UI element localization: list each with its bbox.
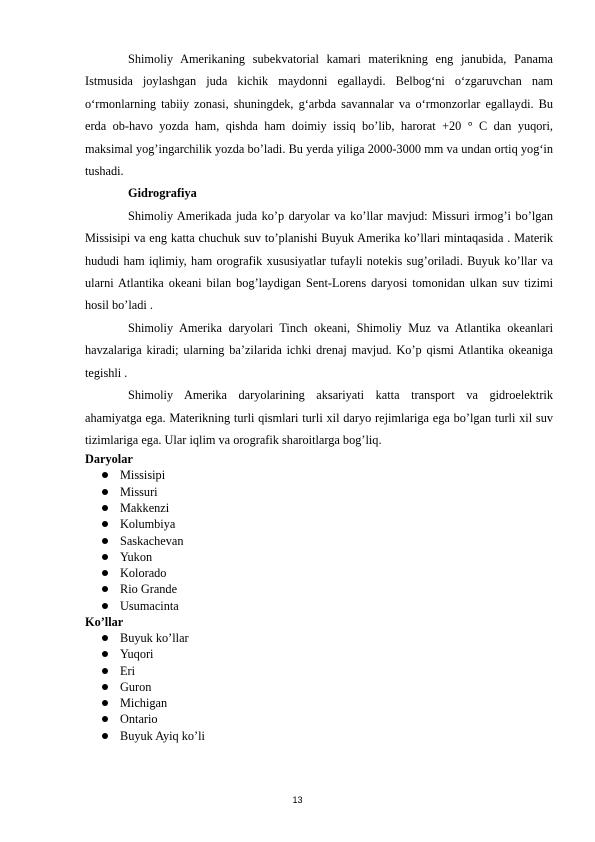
document-page [85, 48, 553, 744]
list-item-label: Kolorado [120, 566, 167, 581]
list-item [85, 581, 553, 597]
list-item-label: Michigan [120, 696, 168, 711]
paragraph-ocean-basins: Shimoliy Amerika daryolari Tinch okeani, Shimoliy Muz va Atlantika okeanlari havzalariga kiradi; ularning ba’zilarida ichki drenaj mavjud. Ko’p qismi Atlantika okeaniga tegishli . [85, 320, 553, 380]
bullet-icon [102, 505, 108, 511]
bullet-icon [102, 716, 108, 722]
list-item [85, 484, 553, 500]
rivers-heading: Daryolar [85, 452, 133, 467]
page-number: 13 [292, 795, 303, 805]
list-item-label: Saskachevan [120, 533, 184, 548]
list-item [85, 679, 553, 695]
list-item [85, 549, 553, 565]
bullet-icon [102, 733, 108, 739]
list-item-label: Buyuk Ayiq ko’li [120, 728, 205, 743]
list-item [85, 565, 553, 581]
bullet-icon [102, 489, 108, 495]
section-heading-hydrography: Gidrografiya [128, 186, 197, 201]
bullet-icon [102, 586, 108, 592]
paragraph-rivers-lakes: Shimoliy Amerikada juda ko’p daryolar va ko’llar mavjud: Missuri irmog’i bo’lgan Missisipi va eng katta chuchuk suv to’planishi Buyuk Amerika ko’llari mintaqasida . Materik hududi ham iqlimiy, ham orografik xususiyatlar tufayli notekis sug’oriladi. Buyuk ko’llar va ularni Atlantika okeani bilan bog’laydigan Sent-Lorens daryosi tomonidan ulkan suv tizimi hosil bo’ladi . [85, 208, 553, 313]
bullet-icon [102, 554, 108, 560]
list-item-label: Yuqori [120, 647, 154, 662]
bullet-icon [102, 538, 108, 544]
bullet-icon [102, 635, 108, 641]
list-item [85, 516, 553, 532]
bullet-icon [102, 668, 108, 674]
list-item [85, 467, 553, 483]
list-item-label: Kolumbiya [120, 517, 176, 532]
bullet-icon [102, 521, 108, 527]
list-item [85, 533, 553, 549]
bullet-icon [102, 472, 108, 478]
list-item [85, 630, 553, 646]
list-item-label: Missisipi [120, 468, 166, 483]
list-item [85, 695, 553, 711]
list-item-label: Missuri [120, 484, 158, 499]
bullet-icon [102, 684, 108, 690]
paragraph-subequatorial: Shimoliy Amerikaning subekvatorial kamari materikning eng janubida, Panama Istmusida joylashgan juda kichik maydonni egallaydi. Belbog‘ni o‘zgaruvchan nam o‘rmonlarning tabiiy zonasi, shuningdek, g‘arbda savannalar va o‘rmonzorlar egallaydi. Bu erda ob-havo yozda ham, qishda ham doimiy issiq bo’lib, harorat +20 ° C dan yuqori, maksimal yog’ingarchilik yozda bo’ladi. Bu yerda yiliga 2000-3000 mm va undan ortiq yog‘in tushadi. [85, 52, 553, 179]
list-item-label: Makkenzi [120, 500, 170, 515]
paragraph-transport-importance: Shimoliy Amerika daryolarining aksariyati katta transport va gidroelektrik ahamiyatga ega. Materikning turli qismlari turli xil daryo rejimlariga ega bo’lgan turli xil suv tizimlariga ega. Ular iqlim va orografik sharoitlarga bog’liq. [85, 388, 553, 447]
list-item-label: Rio Grande [120, 582, 178, 597]
bullet-icon [102, 603, 108, 609]
list-item [85, 663, 553, 679]
list-item [85, 711, 553, 727]
list-item-label: Ontario [120, 712, 158, 727]
list-item-label: Yukon [120, 549, 153, 564]
list-item-label: Eri [120, 663, 136, 678]
bullet-icon [102, 700, 108, 706]
list-item [85, 598, 553, 614]
list-item-label: Guron [120, 679, 152, 694]
bullet-icon [102, 570, 108, 576]
lakes-list [85, 630, 553, 744]
list-item [85, 646, 553, 662]
bullet-icon [102, 651, 108, 657]
rivers-list [85, 467, 553, 614]
list-item [85, 500, 553, 516]
list-item [85, 728, 553, 744]
lakes-heading: Ko’llar [85, 614, 124, 629]
list-item-label: Buyuk ko’llar [120, 630, 189, 645]
list-item-label: Usumacinta [120, 598, 179, 613]
